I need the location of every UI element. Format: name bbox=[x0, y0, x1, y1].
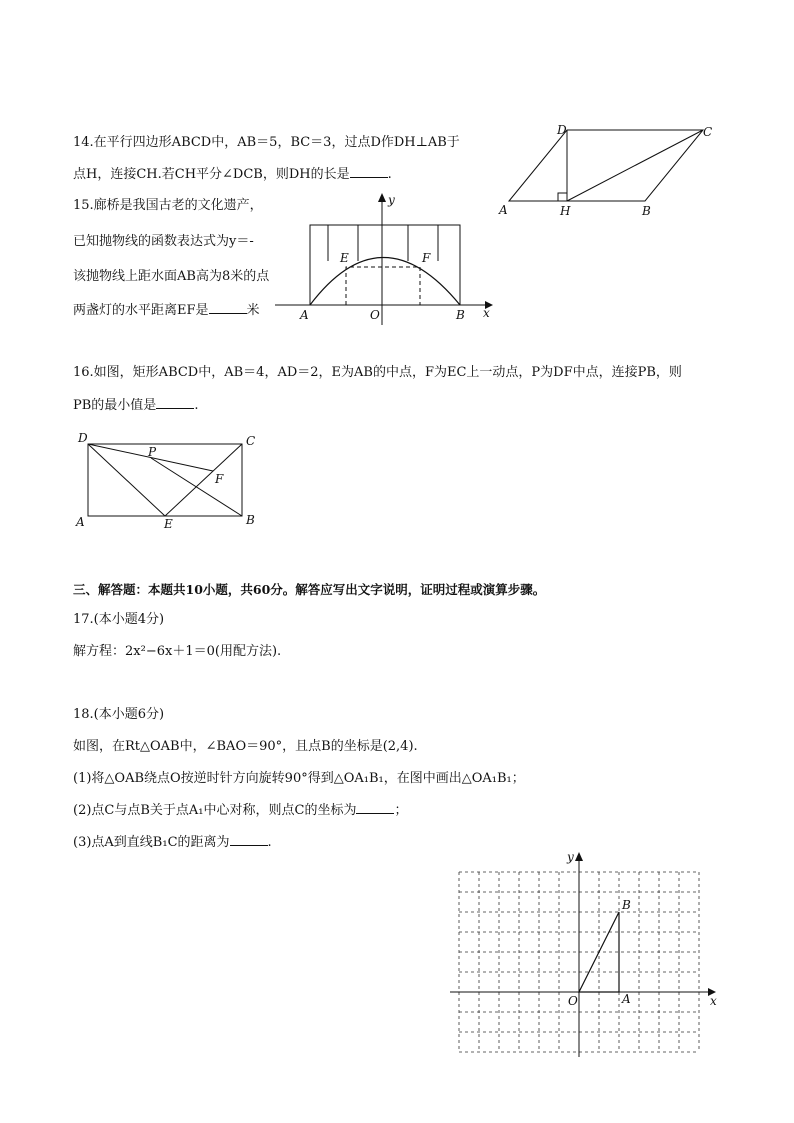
q15-answer-blank bbox=[209, 301, 247, 314]
q14-line1: 14.在平行四边形ABCD中，AB＝5，BC＝3，过点D作DH⊥AB于 bbox=[73, 135, 460, 150]
y-axis-arrow bbox=[378, 193, 386, 202]
q15-line2-text: 已知抛物线的函数表达式为y＝- bbox=[73, 234, 254, 249]
q16-figure bbox=[70, 428, 270, 536]
q17-body bbox=[73, 643, 281, 661]
label-x: x bbox=[483, 306, 490, 320]
label-x: x bbox=[710, 994, 717, 1008]
parabola bbox=[310, 258, 460, 306]
q18-part3-end: . bbox=[267, 835, 272, 850]
q18-part2-end: ； bbox=[394, 803, 408, 818]
q15-line1: 15.廊桥是我国古老的文化遗产， bbox=[73, 198, 263, 213]
q18-intro: 如图，在Rt△OAB中，∠BAO＝90°，且点B的坐标是(2,4). bbox=[73, 739, 418, 754]
segment-ec bbox=[165, 444, 242, 516]
section3-heading: 三、解答题：本题共10小题，共60分。解答应写出文字说明，证明过程或演算步骤。 bbox=[73, 582, 546, 597]
label-f: F bbox=[215, 472, 224, 486]
label-o: O bbox=[370, 308, 380, 322]
q16-line1: 16.如图，矩形ABCD中，AB＝4，AD＝2，E为AB的中点，F为EC上一动点，P为DF中点，连接PB，则 bbox=[73, 365, 682, 380]
label-c: C bbox=[703, 125, 713, 139]
q18-part2-text: (2)点C与点B关于点A₁中心对称，则点C的坐标为 bbox=[73, 803, 357, 818]
label-c: C bbox=[246, 434, 256, 448]
q17-equation: 2x²−6x＋1＝0(用配方法). bbox=[125, 644, 282, 659]
q18-grid-figure bbox=[448, 845, 728, 1060]
label-f: F bbox=[422, 251, 431, 265]
parallelogram-abcd bbox=[509, 130, 703, 201]
q14-figure bbox=[495, 118, 725, 223]
label-h: H bbox=[560, 204, 571, 218]
q16-end: . bbox=[194, 398, 199, 413]
segment-ch bbox=[567, 130, 703, 201]
q18-part2-blank bbox=[356, 801, 394, 814]
q18-part2 bbox=[73, 801, 407, 820]
label-b: B bbox=[622, 898, 631, 912]
label-d: D bbox=[557, 123, 567, 137]
label-a: A bbox=[499, 203, 508, 217]
q15-line4-text: 两盏灯的水平距离EF是 bbox=[73, 303, 209, 318]
q15-line2 bbox=[73, 233, 271, 251]
label-y: y bbox=[388, 193, 395, 207]
label-d: D bbox=[78, 431, 88, 445]
label-a: A bbox=[76, 515, 85, 529]
label-a: A bbox=[622, 992, 631, 1006]
q18-part3 bbox=[73, 833, 272, 852]
label-p: P bbox=[148, 445, 157, 459]
q16-answer-blank bbox=[156, 396, 194, 409]
y-axis-arrow bbox=[575, 852, 583, 861]
label-b: B bbox=[642, 204, 651, 218]
q14-end: . bbox=[387, 167, 392, 182]
q15-figure bbox=[270, 190, 500, 325]
q15-line3-text: 该抛物线上距水面AB高为8米的点 bbox=[73, 269, 270, 284]
q15-line3 bbox=[73, 268, 281, 286]
right-angle-mark bbox=[558, 193, 567, 201]
q18-part3-text: (3)点A到直线B₁C的距离为 bbox=[73, 835, 230, 850]
label-o: O bbox=[568, 994, 578, 1008]
segment-pb bbox=[151, 458, 242, 516]
label-b: B bbox=[456, 308, 465, 322]
q18-part3-blank bbox=[230, 833, 268, 846]
label-b: B bbox=[246, 513, 255, 527]
q17-prefix: 解方程： bbox=[73, 644, 126, 659]
q14-line2 bbox=[73, 165, 392, 184]
q16-line2 bbox=[73, 396, 198, 415]
label-a: A bbox=[300, 308, 309, 322]
q16-line2-text: PB的最小值是 bbox=[73, 398, 157, 413]
q17-title: 17.(本小题4分) bbox=[73, 612, 165, 627]
q15-line4 bbox=[73, 301, 260, 320]
q15-unit: 米 bbox=[246, 303, 260, 318]
q14-answer-blank bbox=[350, 165, 388, 178]
q14-line2-text: 点H，连接CH.若CH平分∠DCB，则DH的长是 bbox=[73, 167, 350, 182]
label-e: E bbox=[164, 517, 173, 531]
label-y: y bbox=[567, 850, 574, 864]
q18-part1: (1)将△OAB绕点O按逆时针方向旋转90°得到△OA₁B₁，在图中画出△OA₁B₁； bbox=[73, 771, 525, 786]
label-e: E bbox=[340, 251, 349, 265]
q18-title: 18.(本小题6分) bbox=[73, 707, 165, 722]
